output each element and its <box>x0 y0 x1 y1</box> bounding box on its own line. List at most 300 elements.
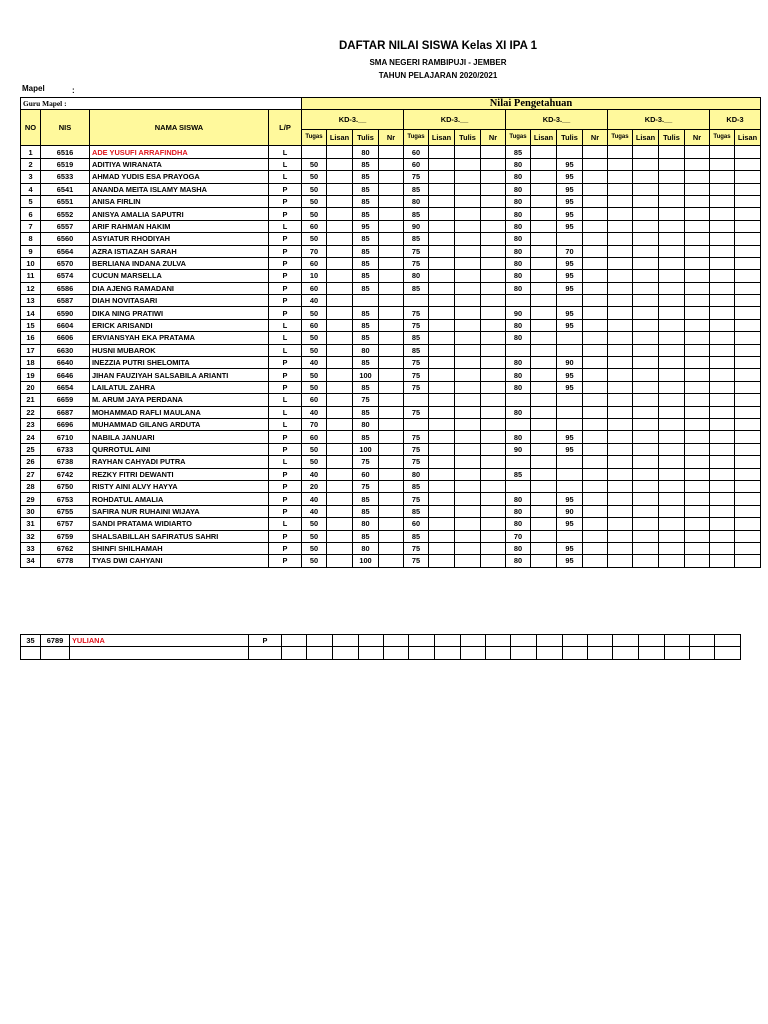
score-cell <box>608 530 633 542</box>
score-cell <box>588 635 613 647</box>
score-cell <box>685 505 710 517</box>
score-cell: 75 <box>353 480 379 492</box>
score-cell <box>710 332 735 344</box>
score-cell: 60 <box>302 282 327 294</box>
score-cell: 75 <box>404 456 429 468</box>
row-nis: 6778 <box>41 555 90 567</box>
score-cell <box>379 307 404 319</box>
score-cell <box>557 530 583 542</box>
score-cell <box>506 394 531 406</box>
grades-table-extra <box>20 634 741 660</box>
score-cell <box>710 431 735 443</box>
score-cell <box>583 369 608 381</box>
score-cell <box>379 158 404 170</box>
table-row <box>21 381 761 393</box>
row-student-name: ANISYA AMALIA SAPUTRI <box>90 208 269 220</box>
nilai-pengetahuan-header: Nilai Pengetahuan <box>302 98 761 110</box>
score-cell: 100 <box>353 369 379 381</box>
score-cell <box>583 270 608 282</box>
score-cell <box>633 468 659 480</box>
score-cell <box>735 332 761 344</box>
table-row <box>21 282 761 294</box>
score-cell: 100 <box>353 443 379 455</box>
score-cell: 75 <box>404 319 429 331</box>
row-nis: 6557 <box>41 220 90 232</box>
score-cell <box>429 381 455 393</box>
score-cell: 50 <box>302 183 327 195</box>
score-cell <box>379 555 404 567</box>
score-cell: 80 <box>506 233 531 245</box>
score-cell: 85 <box>404 530 429 542</box>
score-cell <box>685 542 710 554</box>
score-cell <box>583 282 608 294</box>
score-cell: 90 <box>506 443 531 455</box>
col-lp-header: L/P <box>269 110 302 146</box>
score-cell <box>531 369 557 381</box>
score-cell: 85 <box>404 332 429 344</box>
score-cell <box>481 158 506 170</box>
row-nis: 6742 <box>41 468 90 480</box>
score-cell: 95 <box>557 542 583 554</box>
table-row <box>21 406 761 418</box>
guru-mapel-label: Guru Mapel <box>23 99 63 109</box>
score-cell: 80 <box>506 208 531 220</box>
score-cell <box>583 220 608 232</box>
score-cell <box>557 406 583 418</box>
table-row <box>21 171 761 183</box>
col-nama-header: NAMA SISWA <box>90 110 269 146</box>
score-cell <box>633 394 659 406</box>
score-cell: 50 <box>302 208 327 220</box>
score-cell <box>379 381 404 393</box>
score-cell <box>608 158 633 170</box>
score-cell <box>633 431 659 443</box>
score-cell: 60 <box>404 146 429 158</box>
row-nis: 6646 <box>41 369 90 381</box>
score-cell <box>583 468 608 480</box>
score-cell <box>557 332 583 344</box>
score-cell: 50 <box>302 518 327 530</box>
score-cell <box>633 505 659 517</box>
score-cell: 75 <box>404 443 429 455</box>
table-row-empty <box>21 647 741 659</box>
score-cell <box>583 332 608 344</box>
row-number: 20 <box>21 381 41 393</box>
row-number: 16 <box>21 332 41 344</box>
score-cell: 75 <box>353 394 379 406</box>
score-cell: 95 <box>353 220 379 232</box>
score-cell: 85 <box>353 171 379 183</box>
score-cell <box>659 307 685 319</box>
score-cell <box>735 518 761 530</box>
score-cell: 75 <box>404 431 429 443</box>
score-cell <box>608 480 633 492</box>
score-cell: 80 <box>506 245 531 257</box>
score-cell <box>659 431 685 443</box>
score-cell <box>735 158 761 170</box>
table-row <box>21 319 761 331</box>
row-gender: L <box>269 158 302 170</box>
mapel-colon: : <box>72 86 75 95</box>
score-cell <box>608 220 633 232</box>
score-cell: 60 <box>353 468 379 480</box>
row-nis: 6738 <box>41 456 90 468</box>
academic-year: TAHUN PELAJARAN 2020/2021 <box>378 71 498 80</box>
score-cell <box>710 295 735 307</box>
row-student-name: ANISA FIRLIN <box>90 195 269 207</box>
score-cell <box>429 406 455 418</box>
score-cell: 85 <box>353 332 379 344</box>
kd-header: KD-3.__ <box>302 110 404 130</box>
score-cell <box>506 480 531 492</box>
score-cell <box>735 480 761 492</box>
score-cell <box>685 381 710 393</box>
score-cell <box>379 332 404 344</box>
score-cell <box>608 369 633 381</box>
score-cell <box>327 282 353 294</box>
sub-header-tulis: Tulis <box>455 130 481 146</box>
score-cell <box>735 555 761 567</box>
score-cell: 80 <box>506 183 531 195</box>
score-cell <box>531 518 557 530</box>
score-cell <box>379 431 404 443</box>
score-cell <box>710 307 735 319</box>
score-cell <box>633 555 659 567</box>
score-cell <box>659 146 685 158</box>
score-cell <box>481 530 506 542</box>
score-cell <box>608 295 633 307</box>
score-cell <box>608 357 633 369</box>
score-cell <box>735 146 761 158</box>
score-cell <box>455 344 481 356</box>
score-cell: 60 <box>404 518 429 530</box>
score-cell <box>608 270 633 282</box>
table-row <box>21 270 761 282</box>
score-cell <box>735 220 761 232</box>
score-cell <box>710 530 735 542</box>
score-cell <box>379 146 404 158</box>
row-nis: 6604 <box>41 319 90 331</box>
score-cell: 80 <box>506 171 531 183</box>
score-cell: 85 <box>353 381 379 393</box>
score-cell <box>531 505 557 517</box>
score-cell <box>455 493 481 505</box>
score-cell <box>633 530 659 542</box>
score-cell: 85 <box>353 357 379 369</box>
score-cell <box>608 257 633 269</box>
row-gender: L <box>269 418 302 430</box>
table-row <box>21 468 761 480</box>
score-cell <box>735 195 761 207</box>
row-nis: 6710 <box>41 431 90 443</box>
score-cell <box>409 635 435 647</box>
score-cell: 50 <box>302 171 327 183</box>
document-title: DAFTAR NILAI SISWA Kelas XI IPA 1 <box>338 40 538 52</box>
score-cell <box>633 456 659 468</box>
score-cell <box>710 406 735 418</box>
score-cell <box>455 406 481 418</box>
score-cell: 40 <box>302 406 327 418</box>
score-cell <box>685 183 710 195</box>
score-cell <box>685 518 710 530</box>
score-cell <box>583 394 608 406</box>
empty-cell <box>333 647 359 659</box>
row-gender: P <box>269 257 302 269</box>
score-cell <box>557 418 583 430</box>
row-nis: 6519 <box>41 158 90 170</box>
score-cell: 50 <box>302 542 327 554</box>
score-cell <box>327 344 353 356</box>
table-row <box>21 245 761 257</box>
empty-cell <box>282 647 307 659</box>
empty-cell <box>70 647 249 659</box>
row-gender: L <box>269 394 302 406</box>
score-cell <box>659 270 685 282</box>
row-gender: P <box>269 369 302 381</box>
row-student-name: BERLIANA INDANA ZULVA <box>90 257 269 269</box>
row-nis: 6551 <box>41 195 90 207</box>
score-cell <box>379 208 404 220</box>
score-cell <box>404 394 429 406</box>
row-student-name: INEZZIA PUTRI SHELOMITA <box>90 357 269 369</box>
row-number: 19 <box>21 369 41 381</box>
score-cell: 40 <box>302 295 327 307</box>
row-number: 14 <box>21 307 41 319</box>
row-student-name: SAFIRA NUR RUHAINI WIJAYA <box>90 505 269 517</box>
score-cell: 85 <box>353 257 379 269</box>
row-student-name: LAILATUL ZAHRA <box>90 381 269 393</box>
score-cell <box>429 357 455 369</box>
table-row <box>21 307 761 319</box>
score-cell <box>685 307 710 319</box>
score-cell <box>659 233 685 245</box>
score-cell: 85 <box>353 282 379 294</box>
row-nis: 6570 <box>41 257 90 269</box>
score-cell <box>379 505 404 517</box>
score-cell <box>583 443 608 455</box>
school-name: SMA NEGERI RAMBIPUJI - JEMBER <box>369 58 507 67</box>
score-cell <box>608 542 633 554</box>
row-gender: P <box>269 480 302 492</box>
score-cell <box>481 183 506 195</box>
table-row <box>21 357 761 369</box>
score-cell <box>429 443 455 455</box>
score-cell <box>481 505 506 517</box>
sub-header-nr: Nr <box>481 130 506 146</box>
score-cell <box>685 319 710 331</box>
score-cell <box>429 220 455 232</box>
score-cell <box>608 344 633 356</box>
score-cell <box>557 468 583 480</box>
score-cell <box>531 480 557 492</box>
score-cell: 80 <box>506 357 531 369</box>
score-cell <box>710 257 735 269</box>
row-number: 11 <box>21 270 41 282</box>
score-cell <box>633 418 659 430</box>
score-cell <box>379 394 404 406</box>
score-cell: 95 <box>557 257 583 269</box>
score-cell <box>379 183 404 195</box>
score-cell <box>379 245 404 257</box>
sub-header-tugas: Tugas <box>506 130 531 146</box>
row-nis: 6759 <box>41 530 90 542</box>
score-cell <box>429 319 455 331</box>
row-nis: 6733 <box>41 443 90 455</box>
score-cell <box>710 468 735 480</box>
score-cell <box>481 245 506 257</box>
score-cell: 85 <box>404 480 429 492</box>
score-cell <box>685 270 710 282</box>
score-cell <box>735 468 761 480</box>
row-number: 12 <box>21 282 41 294</box>
score-cell <box>557 295 583 307</box>
score-cell <box>531 220 557 232</box>
table-row <box>21 418 761 430</box>
score-cell: 95 <box>557 282 583 294</box>
score-cell: 50 <box>302 381 327 393</box>
sub-header-lisan: Lisan <box>327 130 353 146</box>
score-cell: 90 <box>404 220 429 232</box>
score-cell <box>690 635 715 647</box>
score-cell: 75 <box>404 257 429 269</box>
score-cell <box>633 381 659 393</box>
score-cell: 75 <box>404 381 429 393</box>
score-cell: 50 <box>302 443 327 455</box>
score-cell <box>608 146 633 158</box>
score-cell <box>633 220 659 232</box>
row-nis: 6533 <box>41 171 90 183</box>
score-cell <box>735 530 761 542</box>
score-cell <box>379 456 404 468</box>
row-number: 4 <box>21 183 41 195</box>
score-cell <box>531 295 557 307</box>
score-cell: 40 <box>302 493 327 505</box>
row-number: 27 <box>21 468 41 480</box>
score-cell <box>659 195 685 207</box>
score-cell <box>327 381 353 393</box>
score-cell <box>633 307 659 319</box>
score-cell <box>659 555 685 567</box>
score-cell <box>429 480 455 492</box>
score-cell <box>429 171 455 183</box>
score-cell <box>583 505 608 517</box>
score-cell: 40 <box>302 357 327 369</box>
score-cell <box>735 369 761 381</box>
table-row <box>21 443 761 455</box>
sub-header-nr: Nr <box>685 130 710 146</box>
score-cell: 85 <box>404 282 429 294</box>
score-cell: 85 <box>353 245 379 257</box>
score-cell <box>659 542 685 554</box>
row-student-name: RISTY AINI ALVY HAYYA <box>90 480 269 492</box>
row-student-name: DIAH NOVITASARI <box>90 295 269 307</box>
score-cell <box>429 555 455 567</box>
score-cell: 95 <box>557 431 583 443</box>
score-cell <box>379 319 404 331</box>
row-gender: L <box>269 332 302 344</box>
row-gender: P <box>269 468 302 480</box>
empty-cell <box>307 647 333 659</box>
score-cell <box>608 208 633 220</box>
score-cell <box>379 233 404 245</box>
score-cell <box>613 635 639 647</box>
score-cell <box>429 245 455 257</box>
score-cell <box>486 635 511 647</box>
score-cell <box>583 480 608 492</box>
score-cell <box>327 245 353 257</box>
row-gender: P <box>269 443 302 455</box>
score-cell <box>735 257 761 269</box>
score-cell <box>659 282 685 294</box>
score-cell <box>608 505 633 517</box>
score-cell <box>481 369 506 381</box>
empty-cell <box>21 647 41 659</box>
score-cell <box>608 195 633 207</box>
score-cell: 80 <box>506 493 531 505</box>
score-cell <box>710 344 735 356</box>
score-cell: 95 <box>557 195 583 207</box>
score-cell: 90 <box>557 505 583 517</box>
score-cell <box>353 295 379 307</box>
score-cell <box>608 431 633 443</box>
score-cell <box>659 208 685 220</box>
score-cell: 95 <box>557 493 583 505</box>
row-number: 15 <box>21 319 41 331</box>
score-cell: 40 <box>302 505 327 517</box>
table-row <box>21 146 761 158</box>
empty-cell <box>715 647 741 659</box>
score-cell <box>481 307 506 319</box>
score-cell: 85 <box>404 344 429 356</box>
table-row <box>21 257 761 269</box>
score-cell: 60 <box>404 158 429 170</box>
score-cell: 50 <box>302 332 327 344</box>
row-student-name: ROHDATUL AMALIA <box>90 493 269 505</box>
score-cell <box>455 456 481 468</box>
score-cell <box>461 635 486 647</box>
score-cell <box>710 319 735 331</box>
empty-cell <box>359 647 384 659</box>
score-cell <box>429 183 455 195</box>
score-cell <box>685 456 710 468</box>
score-cell <box>327 406 353 418</box>
score-cell <box>455 369 481 381</box>
score-cell <box>563 635 588 647</box>
score-cell: 80 <box>506 381 531 393</box>
row-number: 34 <box>21 555 41 567</box>
row-gender: L <box>269 319 302 331</box>
score-cell <box>608 307 633 319</box>
row-gender: P <box>269 245 302 257</box>
row-number: 9 <box>21 245 41 257</box>
score-cell <box>710 195 735 207</box>
score-cell <box>710 233 735 245</box>
score-cell <box>685 418 710 430</box>
score-cell <box>455 307 481 319</box>
table-row <box>21 431 761 443</box>
score-cell <box>735 183 761 195</box>
score-cell <box>481 357 506 369</box>
row-student-name: ADITIYA WIRANATA <box>90 158 269 170</box>
score-cell <box>659 418 685 430</box>
score-cell: 70 <box>302 245 327 257</box>
score-cell <box>583 518 608 530</box>
score-cell <box>327 220 353 232</box>
score-cell <box>455 518 481 530</box>
score-cell: 80 <box>404 195 429 207</box>
score-cell <box>531 542 557 554</box>
row-nis: 6541 <box>41 183 90 195</box>
